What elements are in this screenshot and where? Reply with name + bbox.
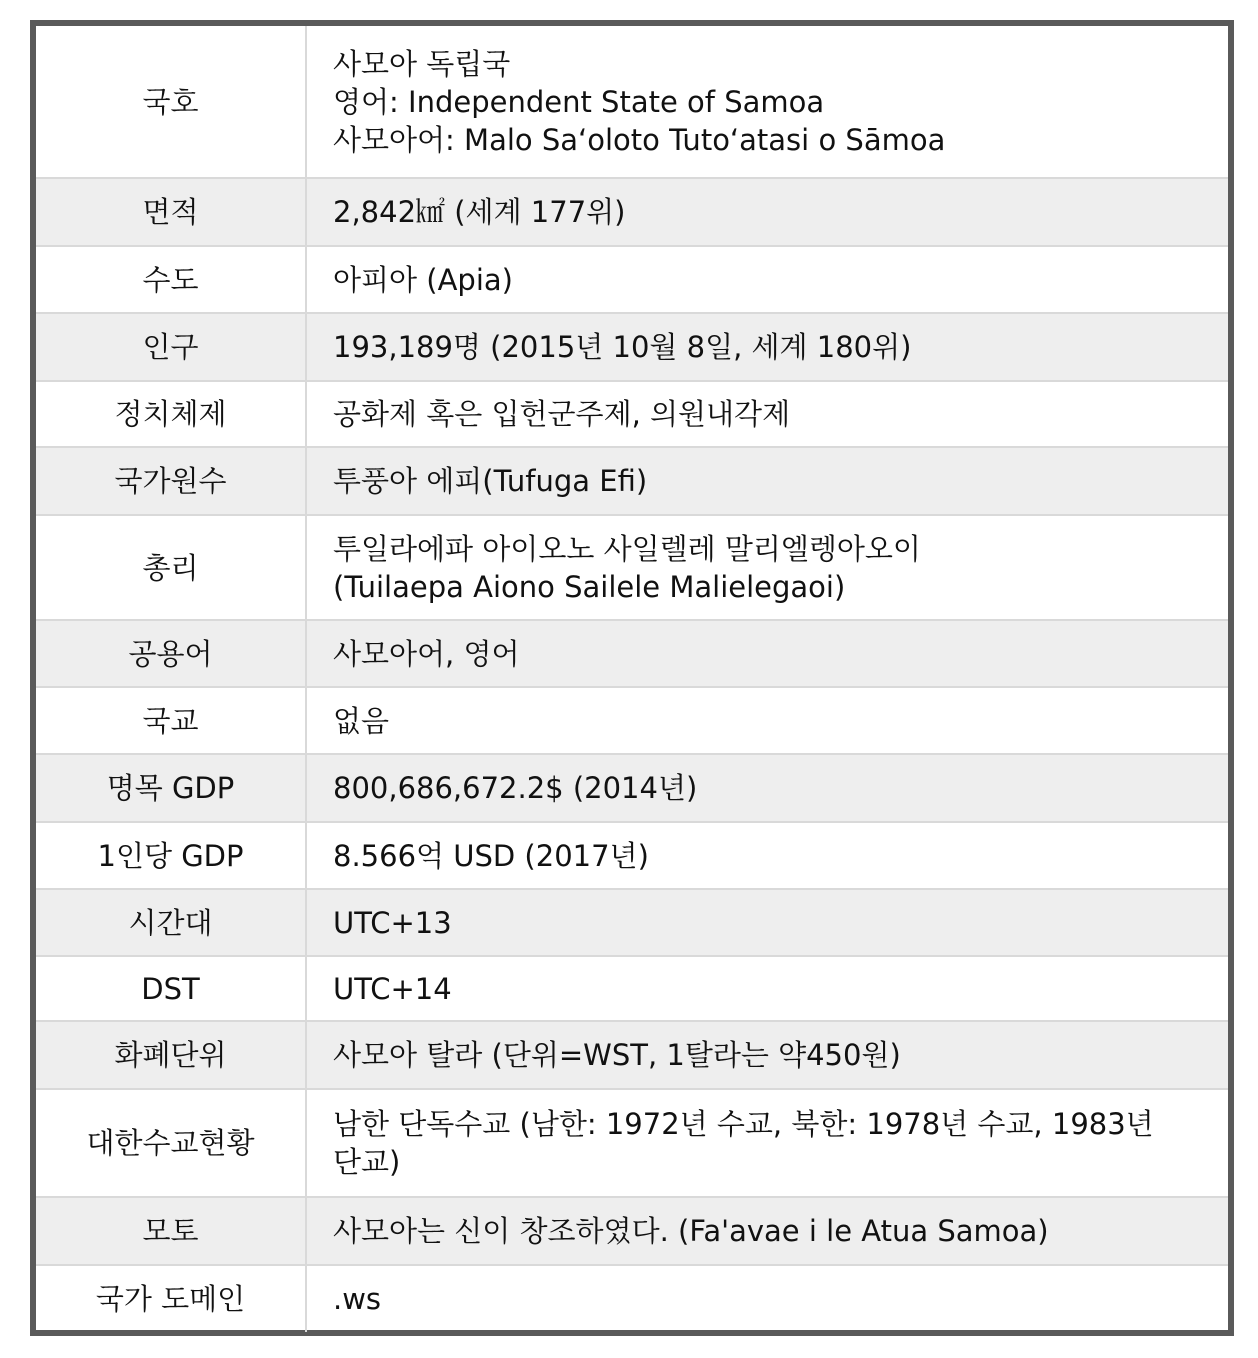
row-label: 인구 [36, 313, 306, 381]
table-row [36, 246, 1228, 313]
row-value: 사모아 탈라 (단위=WST, 1탈라는 약450원) [306, 1021, 1228, 1089]
row-label: DST [36, 956, 306, 1021]
row-label: 수도 [36, 246, 306, 313]
row-label: 국가원수 [36, 447, 306, 515]
row-label: 국호 [36, 26, 306, 178]
row-label: 총리 [36, 515, 306, 620]
row-label: 명목 GDP [36, 754, 306, 822]
row-value: 투풍아 에피(Tufuga Efi) [306, 447, 1228, 515]
row-label: 정치체제 [36, 381, 306, 447]
table-row [36, 313, 1228, 381]
table-row [36, 1265, 1228, 1332]
row-label: 면적 [36, 178, 306, 246]
row-label: 화폐단위 [36, 1021, 306, 1089]
row-label: 1인당 GDP [36, 822, 306, 889]
row-label: 공용어 [36, 620, 306, 687]
table-row [36, 889, 1228, 956]
row-label: 대한수교현황 [36, 1089, 306, 1197]
row-value: 8.566억 USD (2017년) [306, 822, 1228, 889]
row-value: .ws [306, 1265, 1228, 1332]
row-value: 2,842㎢ (세계 177위) [306, 178, 1228, 246]
row-value: 193,189명 (2015년 10월 8일, 세계 180위) [306, 313, 1228, 381]
row-value: 800,686,672.2$ (2014년) [306, 754, 1228, 822]
row-value: 아피아 (Apia) [306, 246, 1228, 313]
row-value: 공화제 혹은 입헌군주제, 의원내각제 [306, 381, 1228, 447]
table-row [36, 1089, 1228, 1197]
table-row [36, 381, 1228, 447]
table-row [36, 26, 1228, 178]
row-value: 사모아어, 영어 [306, 620, 1228, 687]
table-row [36, 515, 1228, 620]
country-info-table [36, 26, 1228, 1332]
info-table-frame [30, 20, 1234, 1336]
row-value: 사모아 독립국 영어: Independent State of Samoa 사모아어: Malo Saʻoloto Tutoʻatasi o Sāmoa [306, 26, 1228, 178]
row-value: 사모아는 신이 창조하였다. (Fa'avae i le Atua Samoa) [306, 1197, 1228, 1265]
table-row [36, 1197, 1228, 1265]
table-row [36, 822, 1228, 889]
table-row [36, 687, 1228, 754]
row-value: UTC+14 [306, 956, 1228, 1021]
row-value: 남한 단독수교 (남한: 1972년 수교, 북한: 1978년 수교, 1983년 단교) [306, 1089, 1228, 1197]
row-label: 시간대 [36, 889, 306, 956]
table-row [36, 956, 1228, 1021]
row-label: 모토 [36, 1197, 306, 1265]
table-row [36, 754, 1228, 822]
table-row [36, 178, 1228, 246]
table-row [36, 620, 1228, 687]
row-value: UTC+13 [306, 889, 1228, 956]
row-value: 투일라에파 아이오노 사일렐레 말리엘렝아오이 (Tuilaepa Aiono Sailele Malielegaoi) [306, 515, 1228, 620]
table-row [36, 1021, 1228, 1089]
row-value: 없음 [306, 687, 1228, 754]
row-label: 국가 도메인 [36, 1265, 306, 1332]
row-label: 국교 [36, 687, 306, 754]
table-row [36, 447, 1228, 515]
